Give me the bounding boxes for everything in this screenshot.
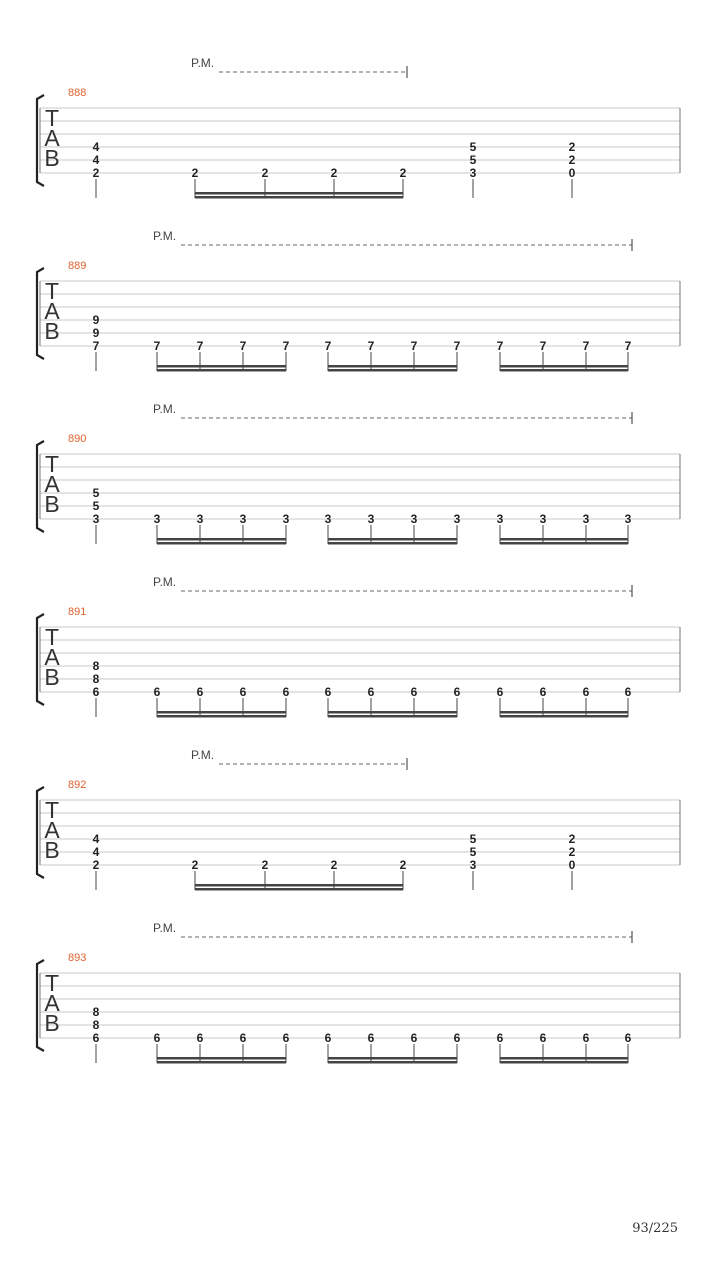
fret-number: 6 bbox=[196, 1031, 204, 1045]
fret-number: 7 bbox=[582, 339, 590, 353]
fret-number: 4 bbox=[92, 140, 100, 154]
fret-number: 0 bbox=[568, 858, 576, 872]
fret-number: 3 bbox=[539, 512, 547, 526]
tab-clef-letter-a: A bbox=[44, 125, 60, 151]
tab-clef-letter-a: A bbox=[44, 298, 60, 324]
fret-number: 6 bbox=[453, 685, 461, 699]
measure-number: 892 bbox=[68, 779, 87, 791]
fret-number: 4 bbox=[92, 832, 100, 846]
fret-number: 2 bbox=[191, 166, 199, 180]
fret-number: 3 bbox=[469, 166, 477, 180]
fret-number: 2 bbox=[568, 153, 576, 167]
measure-number: 891 bbox=[68, 606, 87, 618]
fret-number: 7 bbox=[324, 339, 332, 353]
fret-number: 7 bbox=[92, 339, 100, 353]
tab-clef-letter-t: T bbox=[44, 278, 60, 304]
tab-clef-letter-t: T bbox=[44, 105, 60, 131]
fret-number: 2 bbox=[399, 166, 407, 180]
beam-primary bbox=[195, 884, 403, 887]
fret-number: 7 bbox=[367, 339, 375, 353]
tab-clef-letter-b: B bbox=[44, 318, 60, 344]
palm-mute-label: P.M. bbox=[191, 56, 215, 70]
fret-number: 3 bbox=[469, 858, 477, 872]
fret-number: 6 bbox=[153, 1031, 161, 1045]
fret-number: 3 bbox=[153, 512, 161, 526]
tab-clef-letter-a: A bbox=[44, 471, 60, 497]
fret-number: 3 bbox=[239, 512, 247, 526]
fret-number: 6 bbox=[92, 685, 100, 699]
fret-number: 2 bbox=[261, 858, 269, 872]
fret-number: 2 bbox=[568, 845, 576, 859]
fret-number: 6 bbox=[539, 685, 547, 699]
fret-number: 3 bbox=[624, 512, 632, 526]
beam-primary bbox=[195, 192, 403, 195]
beam-primary bbox=[328, 365, 457, 368]
tab-system bbox=[37, 748, 680, 891]
beam-primary bbox=[328, 711, 457, 714]
fret-number: 2 bbox=[92, 166, 100, 180]
fret-number: 4 bbox=[92, 153, 100, 167]
tab-system bbox=[37, 921, 680, 1064]
beam-secondary bbox=[500, 715, 628, 718]
beam-primary bbox=[500, 711, 628, 714]
measure-number: 889 bbox=[68, 260, 87, 272]
tab-clef-letter-t: T bbox=[44, 970, 60, 996]
fret-number: 6 bbox=[367, 1031, 375, 1045]
fret-number: 6 bbox=[453, 1031, 461, 1045]
beam-primary bbox=[157, 711, 286, 714]
beam-secondary bbox=[500, 542, 628, 545]
tab-system bbox=[37, 56, 680, 199]
fret-number: 2 bbox=[330, 858, 338, 872]
fret-number: 6 bbox=[282, 685, 290, 699]
fret-number: 0 bbox=[568, 166, 576, 180]
beam-primary bbox=[328, 1057, 457, 1060]
tab-system bbox=[37, 575, 680, 718]
page-number: 93/225 bbox=[632, 1221, 678, 1236]
fret-number: 6 bbox=[92, 1031, 100, 1045]
fret-number: 6 bbox=[324, 685, 332, 699]
fret-number: 8 bbox=[92, 672, 100, 686]
fret-number: 6 bbox=[624, 685, 632, 699]
fret-number: 5 bbox=[92, 499, 100, 513]
fret-number: 9 bbox=[92, 326, 100, 340]
tab-clef-letter-a: A bbox=[44, 817, 60, 843]
fret-number: 7 bbox=[539, 339, 547, 353]
fret-number: 5 bbox=[469, 832, 477, 846]
palm-mute-label: P.M. bbox=[191, 748, 215, 762]
tab-clef-letter-b: B bbox=[44, 491, 60, 517]
tab-clef-letter-b: B bbox=[44, 664, 60, 690]
fret-number: 2 bbox=[92, 858, 100, 872]
fret-number: 6 bbox=[624, 1031, 632, 1045]
palm-mute-label: P.M. bbox=[153, 229, 177, 243]
fret-number: 2 bbox=[330, 166, 338, 180]
beam-primary bbox=[157, 365, 286, 368]
fret-number: 6 bbox=[367, 685, 375, 699]
tab-clef-letter-b: B bbox=[44, 1010, 60, 1036]
fret-number: 7 bbox=[453, 339, 461, 353]
fret-number: 8 bbox=[92, 659, 100, 673]
fret-number: 7 bbox=[496, 339, 504, 353]
beam-secondary bbox=[328, 542, 457, 545]
beam-primary bbox=[157, 1057, 286, 1060]
fret-number: 3 bbox=[196, 512, 204, 526]
palm-mute-label: P.M. bbox=[153, 575, 177, 589]
measure-number: 890 bbox=[68, 433, 87, 445]
fret-number: 5 bbox=[92, 486, 100, 500]
fret-number: 8 bbox=[92, 1005, 100, 1019]
tab-clef-letter-t: T bbox=[44, 451, 60, 477]
fret-number: 3 bbox=[367, 512, 375, 526]
beam-primary bbox=[328, 538, 457, 541]
fret-number: 3 bbox=[282, 512, 290, 526]
fret-number: 6 bbox=[496, 685, 504, 699]
measure-number: 888 bbox=[68, 87, 87, 99]
fret-number: 6 bbox=[282, 1031, 290, 1045]
beam-primary bbox=[500, 538, 628, 541]
fret-number: 3 bbox=[410, 512, 418, 526]
fret-number: 6 bbox=[410, 1031, 418, 1045]
fret-number: 6 bbox=[239, 685, 247, 699]
fret-number: 7 bbox=[410, 339, 418, 353]
beam-secondary bbox=[328, 715, 457, 718]
fret-number: 2 bbox=[399, 858, 407, 872]
fret-number: 2 bbox=[261, 166, 269, 180]
tab-clef-letter-a: A bbox=[44, 644, 60, 670]
palm-mute-label: P.M. bbox=[153, 921, 177, 935]
fret-number: 5 bbox=[469, 845, 477, 859]
fret-number: 6 bbox=[196, 685, 204, 699]
beam-secondary bbox=[157, 1061, 286, 1064]
beam-primary bbox=[500, 1057, 628, 1060]
fret-number: 7 bbox=[282, 339, 290, 353]
fret-number: 6 bbox=[496, 1031, 504, 1045]
beam-secondary bbox=[157, 542, 286, 545]
measure-number: 893 bbox=[68, 952, 87, 964]
fret-number: 9 bbox=[92, 313, 100, 327]
fret-number: 4 bbox=[92, 845, 100, 859]
fret-number: 7 bbox=[196, 339, 204, 353]
fret-number: 3 bbox=[324, 512, 332, 526]
fret-number: 3 bbox=[92, 512, 100, 526]
fret-number: 3 bbox=[582, 512, 590, 526]
fret-number: 8 bbox=[92, 1018, 100, 1032]
tab-clef-letter-b: B bbox=[44, 837, 60, 863]
fret-number: 5 bbox=[469, 140, 477, 154]
fret-number: 5 bbox=[469, 153, 477, 167]
fret-number: 6 bbox=[239, 1031, 247, 1045]
fret-number: 6 bbox=[153, 685, 161, 699]
tab-clef-letter-b: B bbox=[44, 145, 60, 171]
fret-number: 3 bbox=[496, 512, 504, 526]
fret-number: 2 bbox=[568, 140, 576, 154]
fret-number: 6 bbox=[324, 1031, 332, 1045]
beam-secondary bbox=[328, 369, 457, 372]
fret-number: 3 bbox=[453, 512, 461, 526]
fret-number: 7 bbox=[239, 339, 247, 353]
tab-system bbox=[37, 402, 680, 545]
tab-clef-letter-t: T bbox=[44, 797, 60, 823]
tab-system bbox=[37, 229, 680, 372]
fret-number: 7 bbox=[153, 339, 161, 353]
beam-primary bbox=[157, 538, 286, 541]
beam-secondary bbox=[157, 715, 286, 718]
tab-clef-letter-t: T bbox=[44, 624, 60, 650]
beam-secondary bbox=[500, 1061, 628, 1064]
fret-number: 2 bbox=[191, 858, 199, 872]
beam-secondary bbox=[157, 369, 286, 372]
fret-number: 2 bbox=[568, 832, 576, 846]
fret-number: 6 bbox=[410, 685, 418, 699]
beam-secondary bbox=[500, 369, 628, 372]
fret-number: 6 bbox=[582, 1031, 590, 1045]
beam-secondary bbox=[328, 1061, 457, 1064]
fret-number: 6 bbox=[539, 1031, 547, 1045]
fret-number: 7 bbox=[624, 339, 632, 353]
beam-primary bbox=[500, 365, 628, 368]
fret-number: 6 bbox=[582, 685, 590, 699]
palm-mute-label: P.M. bbox=[153, 402, 177, 416]
beam-secondary bbox=[195, 196, 403, 199]
tab-clef-letter-a: A bbox=[44, 990, 60, 1016]
beam-secondary bbox=[195, 888, 403, 891]
